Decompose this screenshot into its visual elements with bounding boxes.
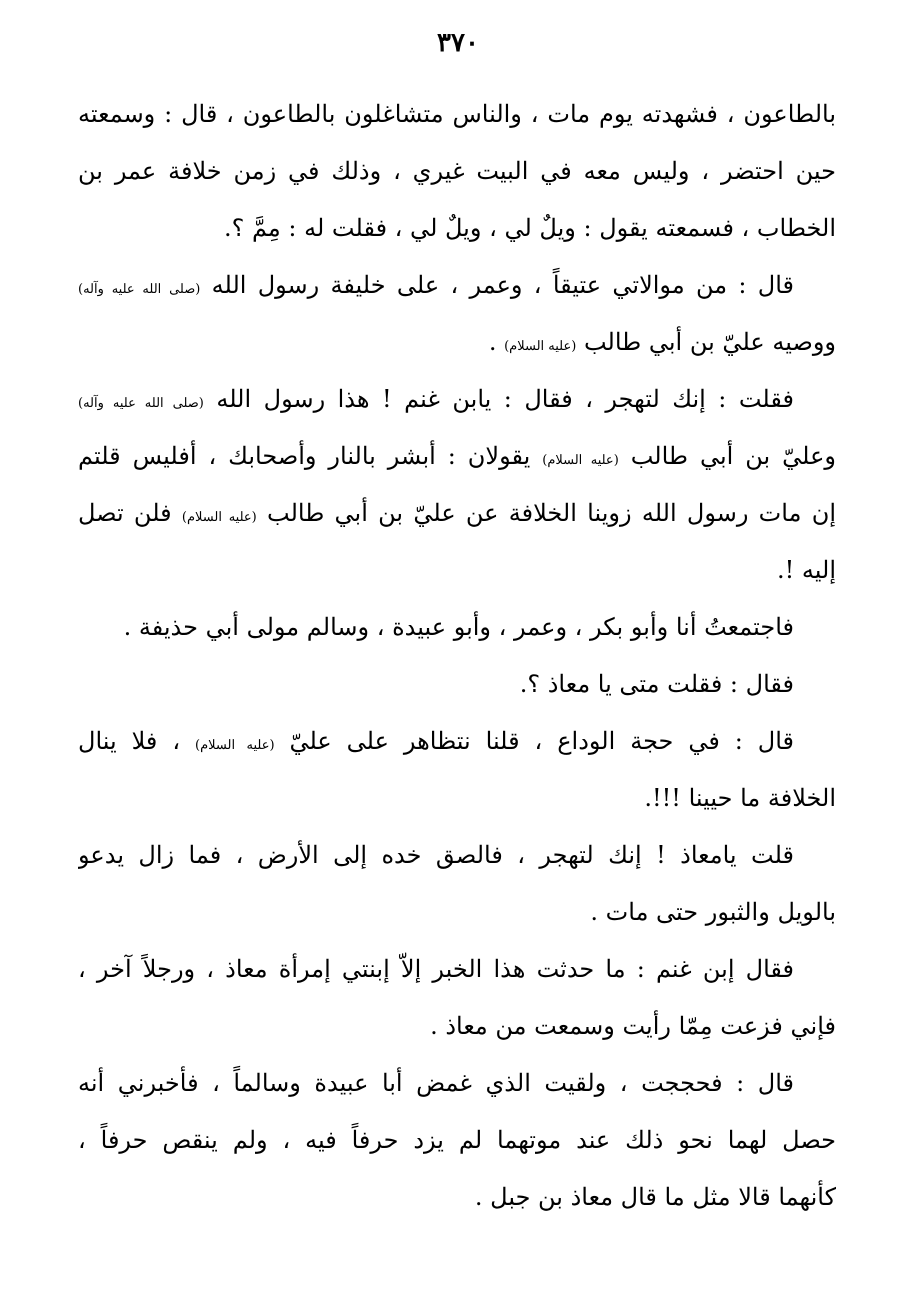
line-text-continued: يقولان : أبشر بالنار وأصحابك ، أفليس قلتم: [78, 442, 543, 470]
text-line: [78, 542, 836, 599]
text-line: [78, 1055, 836, 1112]
text-line: [78, 257, 836, 314]
text-line: [78, 1112, 836, 1169]
text-line: [78, 314, 836, 371]
line-text: فقلت : إنك لتهجر ، فقال : يابن غنم ! هذا رسول الله: [216, 385, 794, 413]
line-text: فقال : فقلت متى يا معاذ ؟.: [519, 670, 794, 698]
text-line: [78, 998, 836, 1055]
line-text: فإني فزعت مِمّا رأيت وسمعت من معاذ .: [430, 1012, 836, 1040]
page-text: [78, 86, 836, 1226]
text-line: [78, 200, 836, 257]
line-text: فاجتمعتُ أنا وأبو بكر ، وعمر ، وأبو عبيدة ، وسالم مولى أبي حذيفة .: [123, 613, 794, 641]
text-line: [78, 371, 836, 428]
line-text-continued: ، فلا ينال: [78, 727, 196, 755]
honorific-note: (عليه السلام): [181, 510, 257, 525]
text-line: [78, 86, 836, 143]
text-line: [78, 485, 836, 542]
text-line: [78, 770, 836, 827]
honorific-note: (صلى الله عليه وآله): [78, 396, 204, 411]
text-line: [78, 884, 836, 941]
line-text: بالويل والثبور حتى مات .: [590, 898, 836, 926]
line-text: الخلافة ما حيينا !!!.: [644, 784, 836, 812]
line-text: إليه !.: [777, 556, 836, 584]
text-line: [78, 428, 836, 485]
honorific-note: (عليه السلام): [195, 738, 275, 753]
page-number: ٣٧٠: [437, 28, 479, 58]
line-text: قال : فحججت ، ولقيت الذي غمض أبا عبيدة وسالماً ، فأخبرني أنه: [78, 1069, 794, 1097]
line-text-continued: فلن تصل: [78, 499, 182, 527]
line-text: بالطاعون ، فشهدته يوم مات ، والناس متشاغلون بالطاعون ، قال : وسمعته: [78, 100, 836, 128]
line-text: فقال إبن غنم : ما حدثت هذا الخبر إلاّ إبنتي إمرأة معاذ ، ورجلاً آخر ،: [78, 955, 794, 983]
honorific-note: (عليه السلام): [542, 453, 619, 468]
line-text: إن مات رسول الله زوينا الخلافة عن عليّ بن أبي طالب: [267, 499, 836, 527]
line-text: الخطاب ، فسمعته يقول : ويلٌ لي ، ويلٌ لي ، فقلت له : مِمَّ ؟.: [223, 214, 836, 242]
honorific-note: (صلى الله عليه وآله): [78, 282, 201, 297]
line-text: قلت يامعاذ ! إنك لتهجر ، فالصق خده إلى الأرض ، فما زال يدعو: [78, 841, 794, 869]
line-text: كأنهما قالا مثل ما قال معاذ بن جبل .: [474, 1183, 836, 1211]
text-line: [78, 1169, 836, 1226]
text-line: [78, 827, 836, 884]
text-line: [78, 656, 836, 713]
line-text: وعليّ بن أبي طالب: [630, 442, 836, 470]
text-line: [78, 599, 836, 656]
text-line: [78, 713, 836, 770]
line-text: قال : في حجة الوداع ، قلنا نتظاهر على عليّ: [289, 727, 794, 755]
line-text-continued: .: [488, 328, 505, 356]
line-text: حين احتضر ، وليس معه في البيت غيري ، وذلك في زمن خلافة عمر بن: [78, 157, 836, 185]
text-line: [78, 143, 836, 200]
line-text: ووصيه عليّ بن أبي طالب: [583, 328, 836, 356]
line-text: قال : من موالاتي عتيقاً ، وعمر ، على خليفة رسول الله: [211, 271, 794, 299]
line-text: حصل لهما نحو ذلك عند موتهما لم يزد حرفاً فيه ، ولم ينقص حرفاً ،: [78, 1126, 836, 1154]
text-line: [78, 941, 836, 998]
honorific-note: (عليه السلام): [504, 339, 577, 354]
